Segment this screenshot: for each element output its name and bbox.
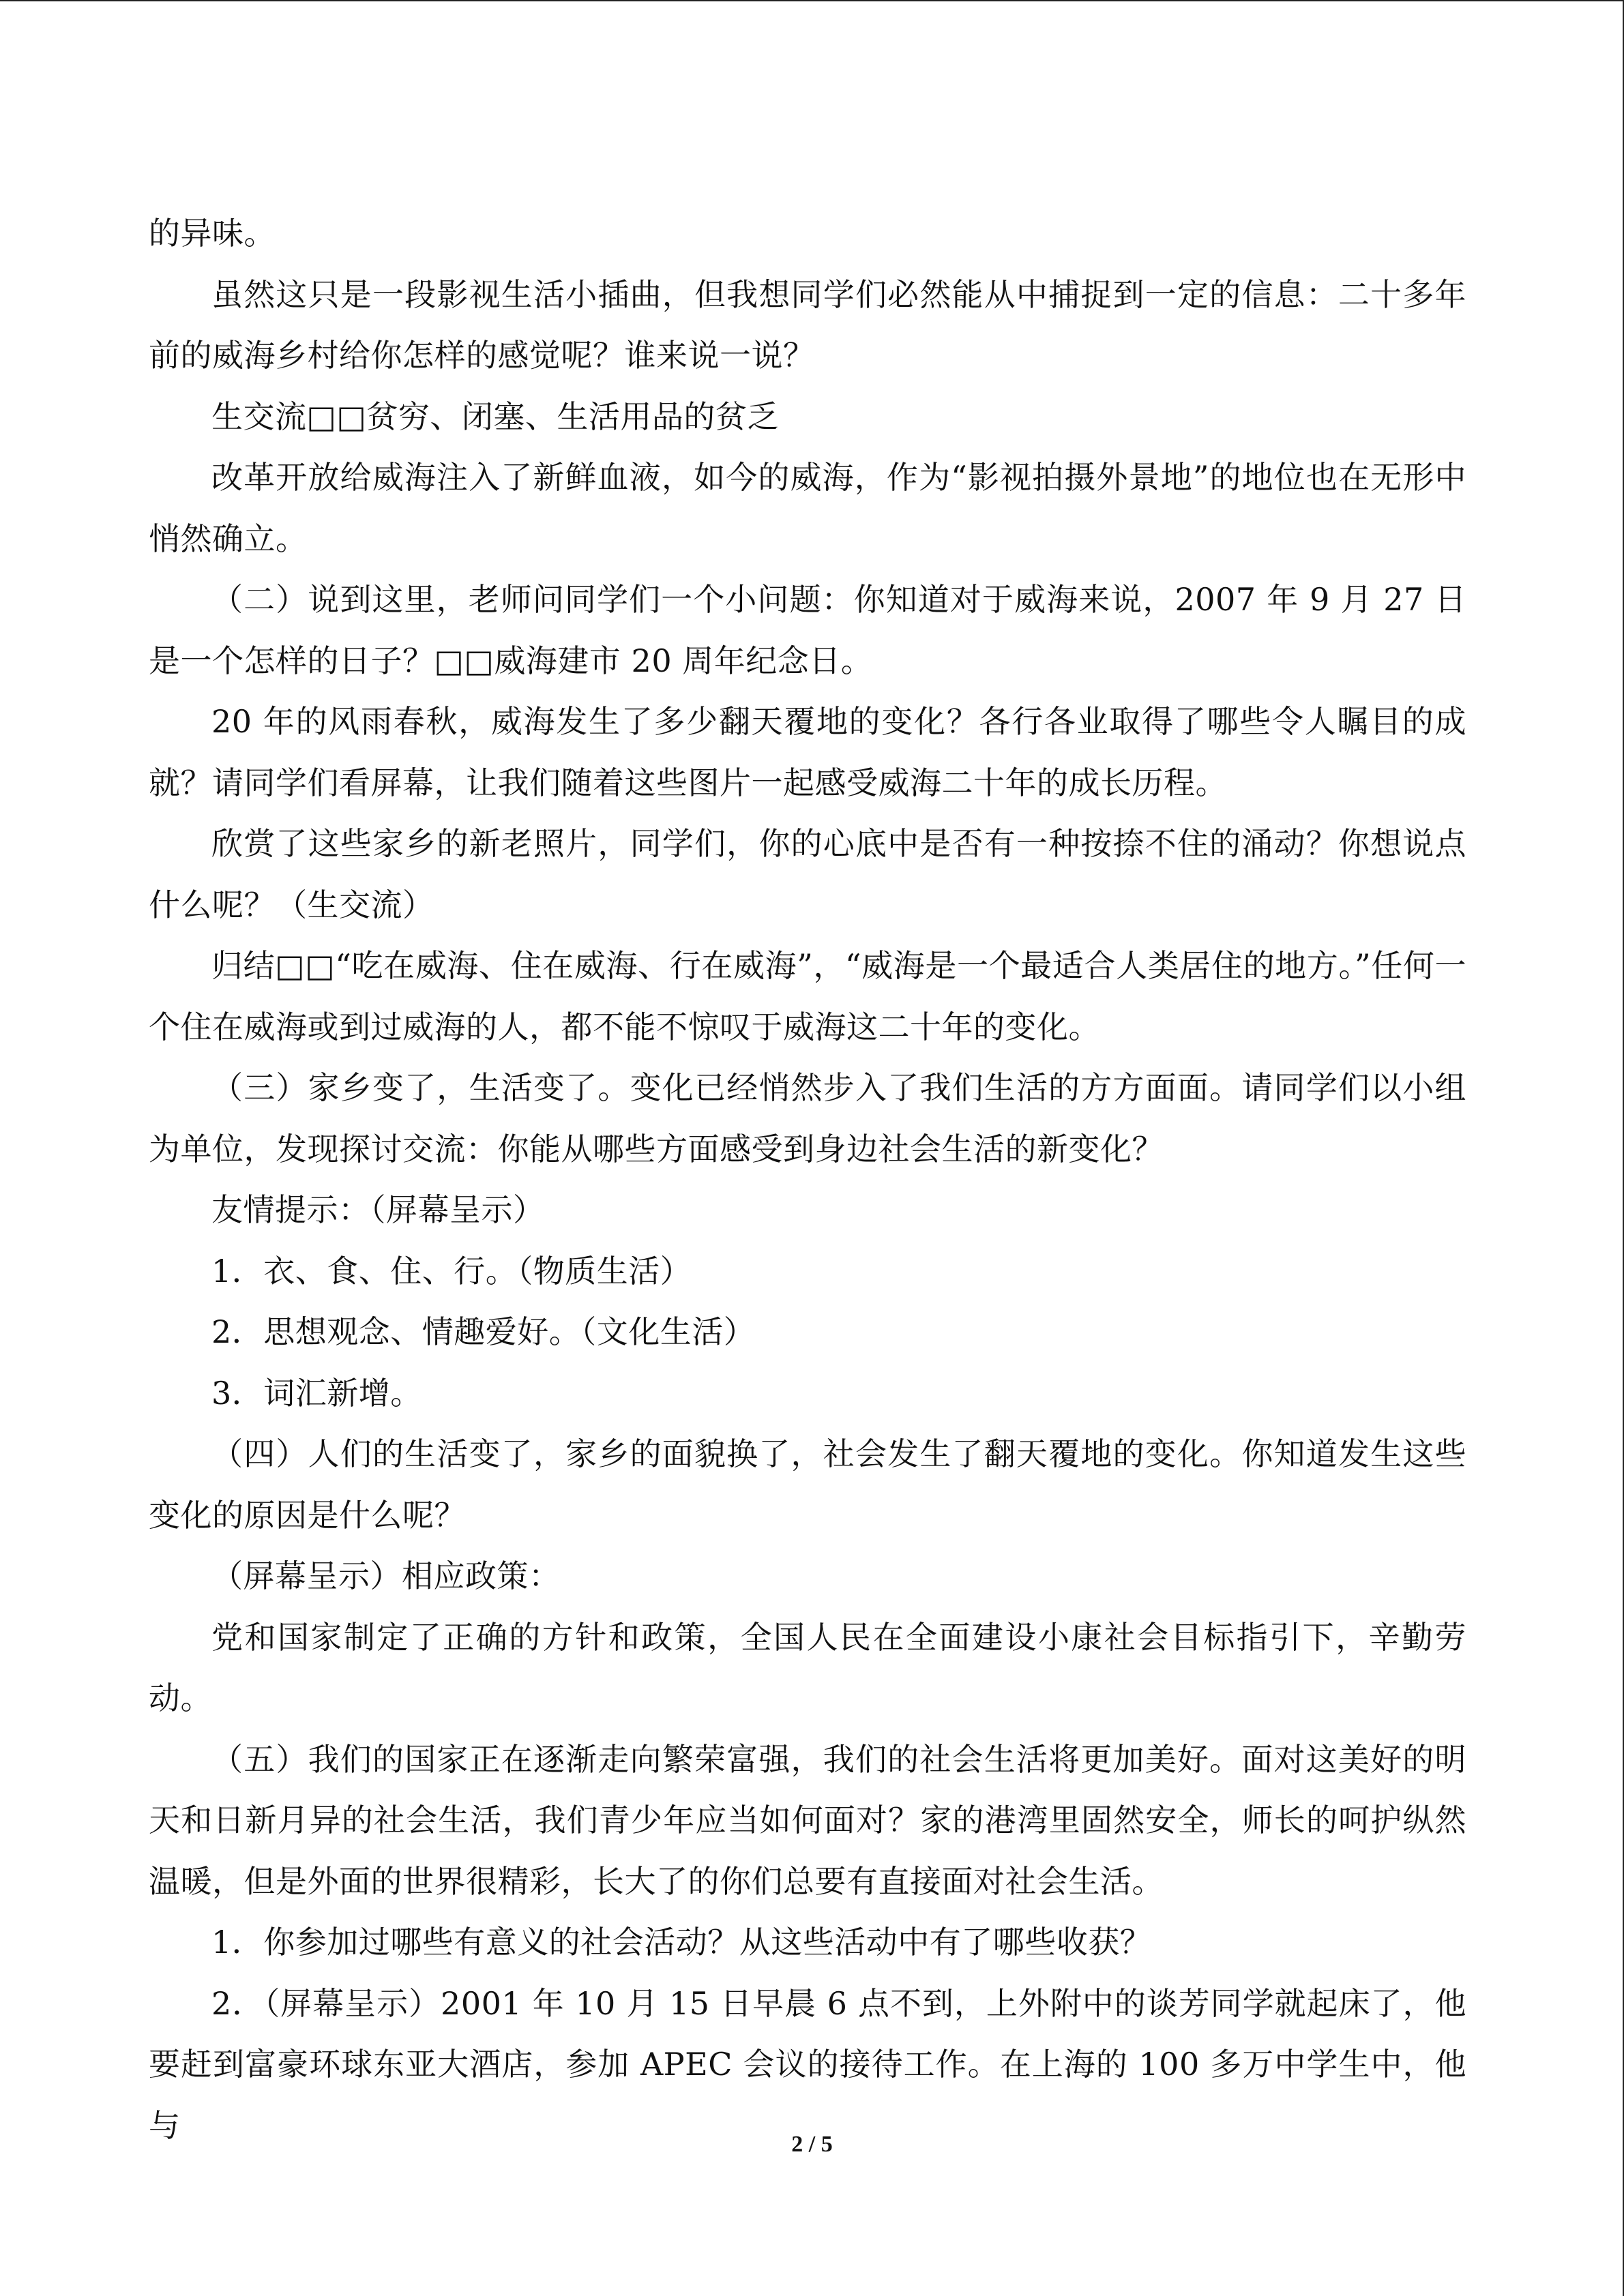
list-item: 2．（屏幕呈示）2001 年 10 月 15 日早晨 6 点不到，上外附中的谈芳同学就起床了，他要赶到富豪环球东亚大酒店，参加 APEC 会议的接待工作。在上海的 100 多万中学生中，他与 [149,1984,1466,2144]
paragraph: 虽然这只是一段影视生活小插曲，但我想同学们必然能从中捕捉到一定的信息：二十多年前的威海乡村给你怎样的感觉呢？谁来说一说？ [149,275,1466,374]
paragraph: （屏幕呈示）相应政策： [211,1557,561,1594]
list-item: 1．你参加过哪些有意义的社会活动？从这些活动中有了哪些收获？ [211,1924,1152,1960]
paragraph: （二）说到这里，老师问同学们一个小问题：你知道对于威海来说，2007 年 9 月 27 日是一个怎样的日子？□□威海建市 20 周年纪念日。 [149,581,1466,679]
list-item: 1．衣、食、住、行。（物质生活） [211,1252,692,1289]
paragraph: 生交流□□贫穷、闭塞、生活用品的贫乏 [211,398,779,435]
paragraph: 20 年的风雨春秋，威海发生了多少翻天覆地的变化？各行各业取得了哪些令人瞩目的成就？请同学们看屏幕，让我们随着这些图片一起感受威海二十年的成长历程。 [149,703,1466,801]
paragraph: （五）我们的国家正在逐渐走向繁荣富强，我们的社会生活将更加美好。面对这美好的明天和日新月异的社会生活，我们青少年应当如何面对？家的港湾里固然安全，师长的呵护纵然温暖，但是外面的世界很精彩，长大了的你们总要有直接面对社会生活。 [149,1740,1466,1900]
paragraph: 友情提示：（屏幕呈示） [211,1191,545,1228]
page-number: 2 / 5 [791,2132,833,2157]
paragraph: （四）人们的生活变了，家乡的面貌换了，社会发生了翻天覆地的变化。你知道发生这些变化的原因是什么呢？ [149,1435,1466,1534]
paragraph: 欣赏了这些家乡的新老照片，同学们，你的心底中是否有一种按捺不住的涌动？你想说点什么呢？（生交流） [149,825,1466,923]
paragraph: 改革开放给威海注入了新鲜血液，如今的威海，作为“影视拍摄外景地”的地位也在无形中悄然确立。 [149,459,1466,557]
list-item: 2．思想观念、情趣爱好。（文化生活） [211,1313,756,1350]
list-item: 3．词汇新增。 [211,1374,422,1412]
document-body [149,203,1466,2156]
paragraph: （三）家乡变了，生活变了。变化已经悄然步入了我们生活的方方面面。请同学们以小组为单位，发现探讨交流：你能从哪些方面感受到身边社会生活的新变化？ [149,1069,1466,1167]
paragraph: 归结□□“吃在威海、住在威海、行在威海”，“威海是一个最适合人类居住的地方。”任何一个住在威海或到过威海的人，都不能不惊叹于威海这二十年的变化。 [149,947,1466,1045]
paragraph: 的异味。 [149,215,276,252]
paragraph: 党和国家制定了正确的方针和政策，全国人民在全面建设小康社会目标指引下，辛勤劳动。 [149,1618,1466,1716]
